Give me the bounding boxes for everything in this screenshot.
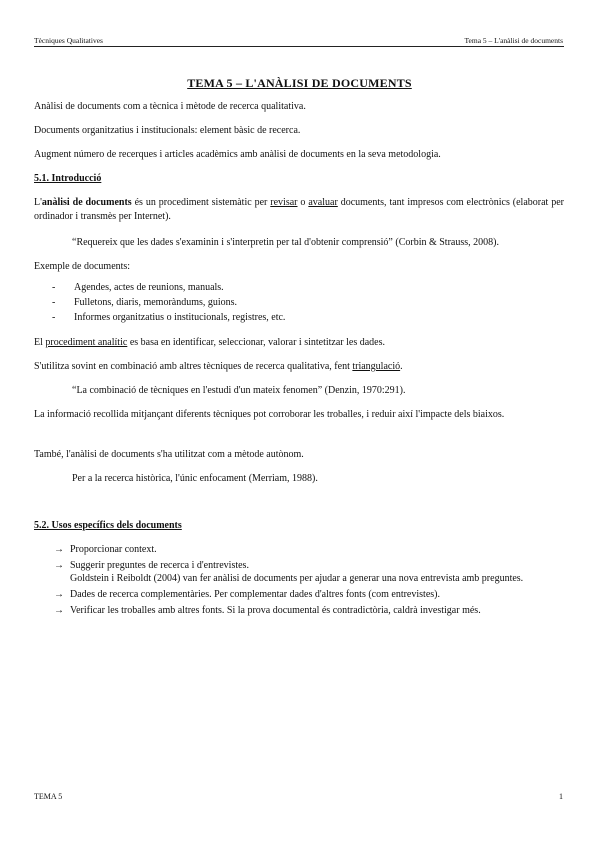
example-item: - Agendes, actes de reunions, manuals. [50,280,564,295]
use-text: Verificar les troballes amb altres fonts. Si la prova documental és contradictòria, caldrà investigar més. [70,605,481,616]
def-mid1: és un procediment sistemàtic per [131,197,271,208]
arrow-right-icon: → [54,605,64,616]
use-text: Proporcionar context. [70,544,157,555]
proc-rest: es basa en identificar, seleccionar, valorar i sintetitzar les dades. [127,337,386,348]
header-right: Tema 5 – L'anàlisi de documents [464,36,563,45]
section-heading-intro: 5.1. Introducció [34,173,102,184]
quote-corbin-strauss: “Requereix que les dades s'examinin i s'interpretin per tal d'obtenir comprensió” (Corbin & Strauss, 2008). [72,237,499,248]
def-underline-avaluar: avaluar [308,197,338,208]
examples-list [50,280,564,325]
information-paragraph: La informació recollida mitjançant diferents tècniques pot corroborar les troballes, i reduir així l'impacte dels biaixos. [34,409,505,420]
use-subtext: Goldstein i Reiboldt (2004) van fer anàlisi de documents per ajudar a generar una nova entrevista amb preguntes. [70,573,524,584]
uses-list [54,543,564,620]
example-item: - Informes organitzatius o institucionals, registres, etc. [50,310,564,325]
def-underline-revisar: revisar [270,197,298,208]
def-prefix: L' [34,197,42,208]
use-item [54,559,564,585]
def-bold-term: anàlisi de documents [41,197,132,208]
footer-left: TEMA 5 [34,792,63,801]
procedure-paragraph [34,336,564,350]
def-mid2: o [297,197,309,208]
use-item [54,543,564,556]
use-text: Dades de recerca complementàries. Per complementar dades d'altres fonts (com entrevistes). [70,589,440,600]
page-number: 1 [559,792,563,801]
tri-prefix: S'utilitza sovint en combinació amb altres tècniques de recerca qualitativa, fent [34,361,353,372]
intro-line-2: Documents organitzatius i institucionals: element bàsic de recerca. [34,125,301,136]
arrow-right-icon: → [54,560,64,571]
use-item [54,588,564,601]
example-item: - Fulletons, diaris, memoràndums, guions. [50,295,564,310]
section-heading-uses: 5.2. Usos específics dels documents [34,520,182,531]
def-rest: documents, tant impresos com electrònics (elaborat per ordinador i transmès per Internet). [34,197,564,222]
triangulation-paragraph [34,360,564,374]
arrow-right-icon: → [54,544,64,555]
quote-denzin: “La combinació de tècniques en l'estudi d'un mateix fenomen” (Denzin, 1970:291). [72,385,406,396]
proc-prefix: El [34,337,46,348]
use-text: Suggerir preguntes de recerca i d'entrevistes. [70,560,249,571]
header-left: Tècniques Qualitatives [34,36,103,45]
use-item [54,604,564,617]
header-divider [34,46,564,47]
arrow-right-icon: → [54,589,64,600]
tri-underline: triangulació [352,361,401,372]
tri-rest: . [400,361,403,372]
proc-underline: procediment analític [45,337,128,348]
quote-merriam: Per a la recerca històrica, l'únic enfocament (Merriam, 1988). [72,473,318,484]
page-title: TEMA 5 – L'ANÀLISI DE DOCUMENTS [187,76,412,90]
intro-line-3: Augment número de recerques i articles acadèmics amb anàlisi de documents en la seva metodologia. [34,149,441,160]
examples-label: Exemple de documents: [34,261,131,272]
intro-line-1: Anàlisi de documents com a tècnica i mètode de recerca qualitativa. [34,101,306,112]
autonomous-method-paragraph: També, l'anàlisi de documents s'ha utilitzat com a mètode autònom. [34,449,304,460]
definition-paragraph [34,196,564,224]
